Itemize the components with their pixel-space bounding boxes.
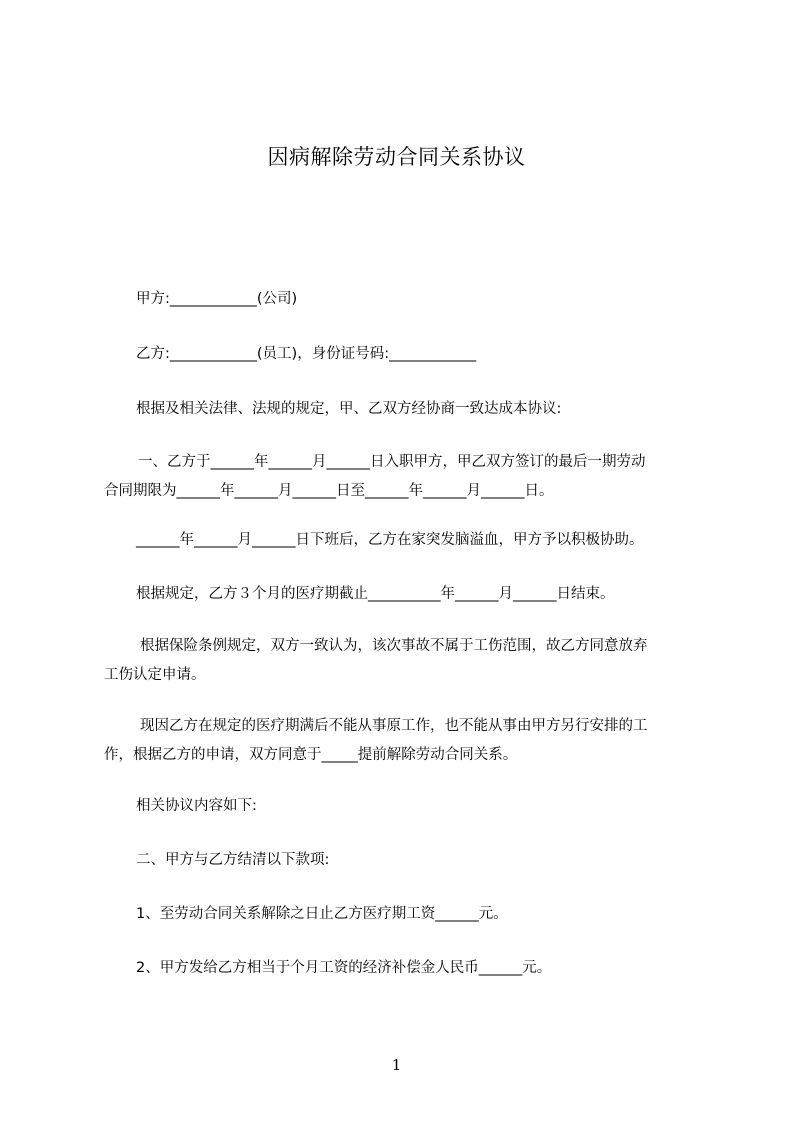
clause-2-heading: 二、甲方与乙方结清以下款项: — [136, 852, 330, 868]
termination-line-2: 作，根据乙方的申请，双方同意于_____提前解除劳动合同关系。 — [104, 747, 518, 763]
clause-1-line-1: 一、乙方于______年______月______日入职甲方，甲乙双方签订的最后一期劳动 — [138, 454, 646, 470]
agreement-intro: 相关协议内容如下: — [136, 798, 257, 814]
page-number: 1 — [391, 1056, 402, 1074]
clause-2-item-1: 1、至劳动合同关系解除之日止乙方医疗期工资______元。 — [136, 906, 508, 922]
termination-line-1: 现因乙方在规定的医疗期满后不能从事原工作，也不能从事由甲方另行安排的工 — [140, 718, 648, 734]
insurance-line-1: 根据保险条例规定，双方一致认为，该次事故不属于工伤范围，故乙方同意放弃 — [140, 638, 648, 654]
medical-period-paragraph: 根据规定，乙方３个月的医疗期截止__________年______月______日结束。 — [136, 586, 615, 602]
insurance-line-2: 工伤认定申请。 — [104, 667, 206, 683]
party-a-line: 甲方:____________(公司) — [136, 291, 298, 307]
clause-1-line-2: 合同期限为______年______月______日至______年______月______日。 — [104, 483, 554, 499]
illness-paragraph: ______年______月______日下班后，乙方在家突发脑溢血，甲方予以积极协助。 — [136, 532, 644, 548]
preamble-paragraph: 根据及相关法律、法规的规定，甲、乙双方经协商一致达成本协议: — [136, 401, 562, 417]
document-title: 因病解除劳动合同关系协议 — [267, 145, 526, 169]
party-b-line: 乙方:____________(员工)，身份证号码:____________ — [136, 346, 477, 362]
clause-2-item-2: 2、甲方发给乙方相当于个月工资的经济补偿金人民币______元。 — [136, 960, 552, 976]
